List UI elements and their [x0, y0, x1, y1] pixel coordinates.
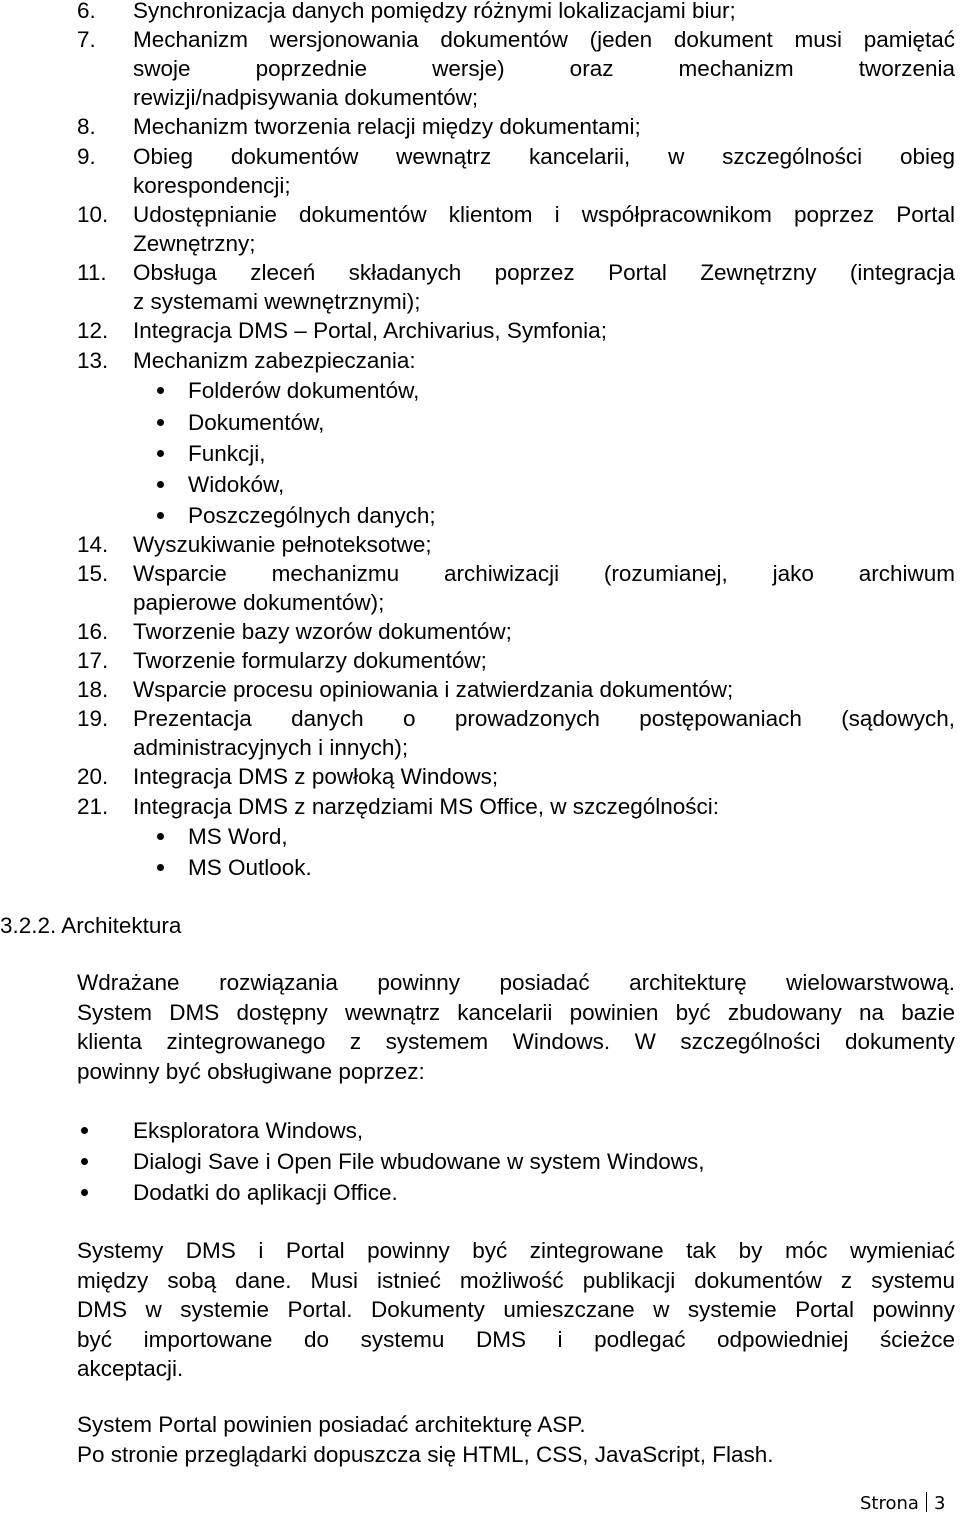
paragraph-line: Systemy DMS i Portal powinny być zintegrowane tak by móc wymieniać [77, 1238, 955, 1263]
bullet-icon [81, 1127, 88, 1134]
list-text: z systemami wewnętrznymi); [133, 289, 421, 314]
list-number: 21. [77, 794, 109, 819]
list-number: 8. [77, 114, 96, 139]
list-number: 17. [77, 648, 109, 673]
list-text: Zewnętrzny; [133, 231, 256, 256]
paragraph-line: System Portal powinien posiadać architekturę ASP. [77, 1412, 586, 1437]
list-text: Mechanizm tworzenia relacji między dokumentami; [133, 114, 641, 139]
list-text: Integracja DMS z powłoką Windows; [133, 764, 499, 789]
bullet-item: Dialogi Save i Open File wbudowane w system Windows, [133, 1149, 705, 1174]
list-text: Obsługa zleceń składanych poprzez Portal Zewnętrzny (integracja [133, 260, 955, 285]
list-text: Udostępnianie dokumentów klientom i współpracownikom poprzez Portal [133, 202, 955, 227]
sub-list-item: Funkcji, [188, 441, 266, 466]
list-text: Integracja DMS z narzędziami MS Office, w szczególności: [133, 794, 720, 819]
list-text: Wyszukiwanie pełnoteksotwe; [133, 532, 432, 557]
page-footer [860, 1492, 945, 1516]
list-number: 13. [77, 348, 109, 373]
paragraph-portal [77, 1410, 955, 1469]
list-number: 9. [77, 144, 96, 169]
paragraph-integration [77, 1236, 955, 1384]
bullet-icon [157, 387, 164, 394]
paragraph-line: Wdrażane rozwiązania powinny posiadać architekturę wielowarstwową. [77, 970, 955, 995]
list-text: Wsparcie mechanizmu archiwizacji (rozumianej, jako archiwum [133, 561, 955, 586]
list-number: 18. [77, 677, 109, 702]
paragraph-line: DMS w systemie Portal. Dokumenty umieszczane w systemie Portal powinny [77, 1297, 955, 1322]
sub-list-item: Dokumentów, [188, 410, 325, 435]
list-text: Obieg dokumentów wewnątrz kancelarii, w szczególności obieg [133, 144, 955, 169]
paragraph-line: między sobą dane. Musi istnieć możliwość publikacji dokumentów z systemu [77, 1267, 955, 1293]
list-text: Tworzenie bazy wzorów dokumentów; [133, 619, 512, 644]
paragraph-line: Po stronie przeglądarki dopuszcza się HTML, CSS, JavaScript, Flash. [77, 1441, 774, 1467]
bullet-icon [157, 419, 164, 426]
list-text: Tworzenie formularzy dokumentów; [133, 648, 487, 673]
list-number: 11. [77, 260, 107, 285]
list-text: Mechanizm zabezpieczania: [133, 348, 416, 373]
list-number: 19. [77, 706, 109, 731]
bullet-icon [157, 450, 164, 457]
bullet-icon [157, 512, 164, 519]
list-number: 10. [77, 202, 109, 227]
paragraph-line: być importowane do systemu DMS i podlegać odpowiedniej ścieżce [77, 1326, 955, 1352]
list-text: korespondencji; [133, 173, 291, 198]
bullet-icon [157, 864, 164, 871]
list-text: Synchronizacja danych pomiędzy różnymi lokalizacjami biur; [133, 0, 736, 23]
bullet-icon [81, 1189, 88, 1196]
list-number: 12. [77, 318, 109, 343]
bullet-icon [157, 833, 164, 840]
list-number: 6. [77, 0, 96, 23]
list-number: 20. [77, 764, 109, 789]
bullet-icon [81, 1158, 88, 1165]
paragraph-line: akceptacji. [77, 1356, 184, 1381]
bullet-icon [157, 481, 164, 488]
list-text: Wsparcie procesu opiniowania i zatwierdzania dokumentów; [133, 677, 734, 702]
list-number: 16. [77, 619, 109, 644]
sub-list-item: MS Outlook. [188, 855, 312, 880]
list-text: Integracja DMS – Portal, Archivarius, Symfonia; [133, 318, 607, 343]
list-text: administracyjnych i innych); [133, 735, 409, 760]
sub-list-item: Folderów dokumentów, [188, 378, 420, 403]
sub-list-item: Widoków, [188, 472, 285, 497]
footer-label: Strona [860, 1493, 919, 1514]
sub-list-item: Poszczególnych danych; [188, 503, 436, 528]
bullet-item: Dodatki do aplikacji Office. [133, 1180, 398, 1205]
list-text: papierowe dokumentów); [133, 590, 385, 615]
paragraph-line: klienta zintegrowanego z systemem Windows. W szczególności dokumenty [77, 1029, 955, 1054]
list-text: Prezentacja danych o prowadzonych postępowaniach (sądowych, [133, 706, 955, 731]
list-text: rewizji/nadpisywania dokumentów; [133, 85, 479, 110]
list-text: swoje poprzednie wersje) oraz mechanizm tworzenia [133, 56, 955, 81]
section-heading: 3.2.2. Architektura [0, 913, 182, 938]
paragraph-architecture [77, 968, 955, 1086]
paragraph-line: System DMS dostępny wewnątrz kancelarii powinien być zbudowany na bazie [77, 999, 955, 1025]
sub-list-item: MS Word, [188, 824, 288, 849]
list-number: 14. [77, 532, 109, 557]
bullet-item: Eksploratora Windows, [133, 1118, 364, 1143]
footer-separator [926, 1492, 927, 1512]
list-number: 7. [77, 27, 96, 52]
list-number: 15. [77, 561, 109, 586]
list-text: Mechanizm wersjonowania dokumentów (jeden dokument musi pamiętać [133, 27, 955, 52]
paragraph-line: powinny być obsługiwane poprzez: [77, 1058, 425, 1084]
page-number: 3 [933, 1493, 946, 1514]
